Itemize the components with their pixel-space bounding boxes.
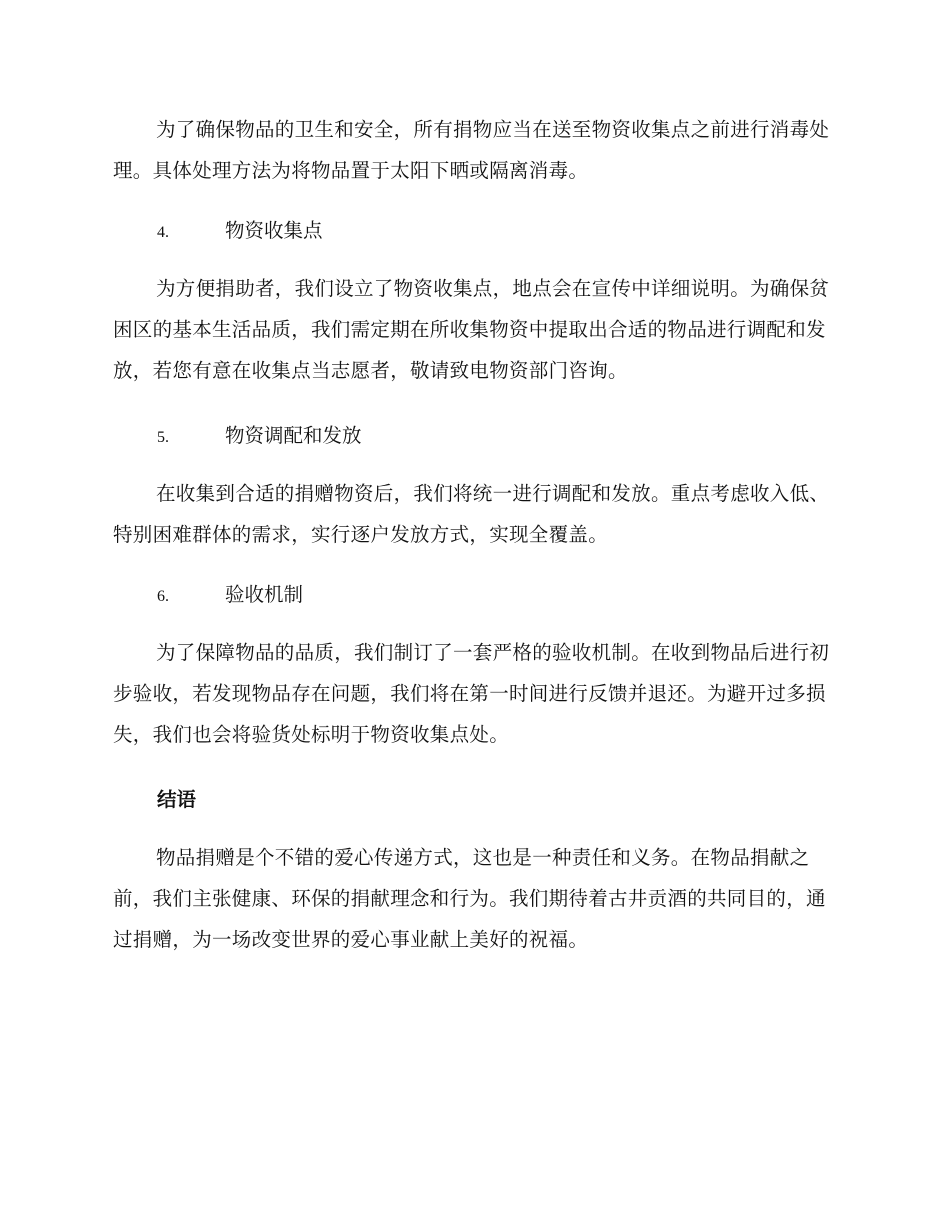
section-number: 4. [157, 224, 169, 241]
paragraph-disinfection: 为了确保物品的卫生和安全，所有捐物应当在送至物资收集点之前进行消毒处理。具体处理方法为将物品置于太阳下晒或隔离消毒。 [113, 118, 830, 182]
section-heading-6 [157, 580, 303, 610]
section-title: 验收机制 [225, 583, 304, 606]
section-heading-4 [157, 216, 323, 246]
paragraph-conclusion: 物品捐赠是个不错的爱心传递方式，这也是一种责任和义务。在物品捐献之前，我们主张健康、环保的捐献理念和行为。我们期待着古井贡酒的共同目的，通过捐赠，为一场改变世界的爱心事业献上美好的祝福。 [113, 846, 826, 951]
paragraph-collection-point: 为方便捐助者，我们设立了物资收集点，地点会在宣传中详细说明。为确保贫困区的基本生活品质，我们需定期在所收集物资中提取出合适的物品进行调配和发放，若您有意在收集点当志愿者，敬请致电物资部门咨询。 [113, 277, 830, 382]
paragraph-inspection: 为了保障物品的品质，我们制订了一套严格的验收机制。在收到物品后进行初步验收，若发现物品存在问题，我们将在第一时间进行反馈并退还。为避开过多损失，我们也会将验货处标明于物资收集点处。 [113, 641, 830, 746]
section-number: 5. [157, 429, 169, 446]
section-title: 物资调配和发放 [225, 424, 362, 447]
conclusion-heading: 结语 [157, 788, 197, 811]
section-number: 6. [157, 588, 169, 605]
paragraph-distribution: 在收集到合适的捐赠物资后，我们将统一进行调配和发放。重点考虑收入低、特别困难群体的需求，实行逐户发放方式，实现全覆盖。 [113, 482, 830, 546]
section-title: 物资收集点 [225, 219, 323, 242]
section-heading-5 [157, 421, 362, 451]
